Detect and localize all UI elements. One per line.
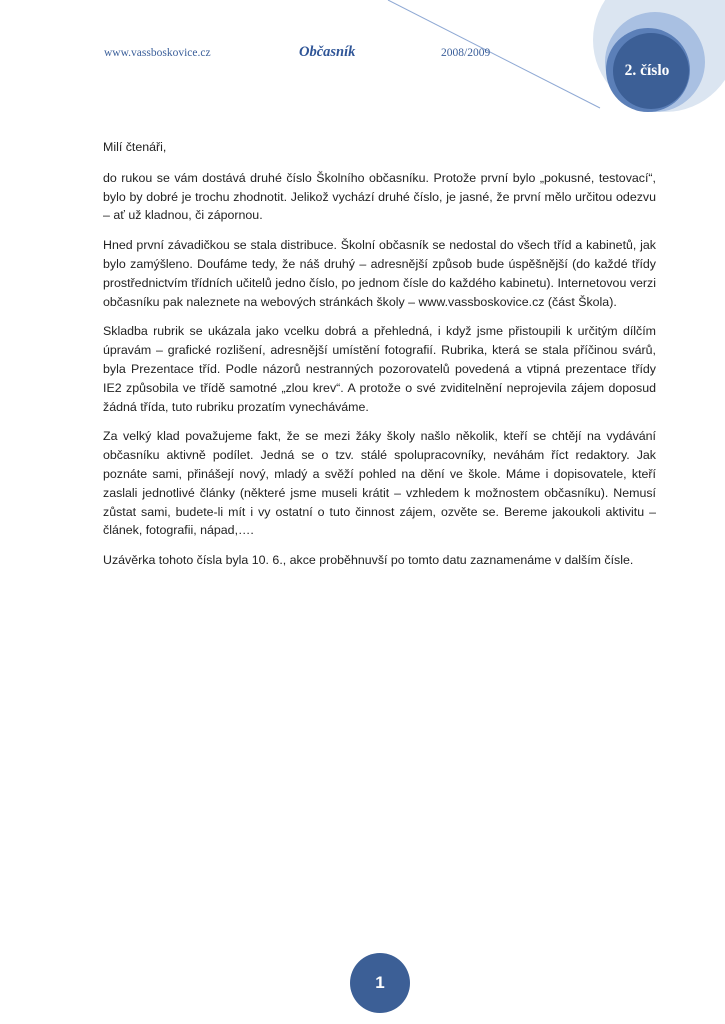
header-year: 2008/2009: [441, 47, 491, 59]
paragraph-distribution: Hned první závadičkou se stala distribuce. Školní občasník se nedostal do všech tříd a kabinetů, jak bylo zamýšleno. Doufáme tedy, že náš druhý – adresnější způsob bude úspěšnější (do každé třídy prostřednictvím třídních učitelů jedno číslo, po jednom čísle do každého kabinetu). Internetovou verzi občasníku pak naleznete na webových stránkách školy – www.vassboskovice.cz (část Škola).: [103, 238, 656, 309]
paragraph-intro: do rukou se vám dostává druhé číslo Školního občasníku. Protože první bylo „pokusné, testovací“, bylo by dobré je trochu zhodnotit. Jelikož vychází druhé číslo, je jasné, že první mělo určitou odezvu – ať už kladnou, či zápornou.: [103, 170, 656, 223]
decorative-diagonal-line: [388, 0, 600, 108]
paragraph-contributors: Za velký klad považujeme fakt, že se mezi žáky školy našlo několik, kteří se chtějí na vydávání občasníku aktivně podílet. Jedná se o tzv. stálé spolupracovníky, neváhám říct redaktory. Jak poznáte sami, přinášejí nový, mladý a svěží pohled na dění ve škole. Máme i dopisovatele, kteří zaslali jednotlivé články (některé jsme museli krátit – vzhledem k možnostem občasníku). Nemusí zůstat sami, budete-li mít i vy ostatní o tuto činnost zájem, ozvěte se. Bereme jakoukoli aktivitu – článek, fotografii, nápad,….: [103, 429, 656, 538]
paragraph-rubrics: Skladba rubrik se ukázala jako vcelku dobrá a přehledná, i když jsme přistoupili k určitým dílčím úpravám – grafické rozlišení, adresnější umístění fotografií. Rubrika, která se stala příčinou svárů, byla Prezentace tříd. Podle názorů nestranných pozorovatelů povedená a vtipná prezentace třídy IE2 způsobila ve třídě samotné „zlou krev“. A protože o své zviditelnění neprojevila zájem doposud žádná třída, tuto rubriku prozatím vynecháváme.: [103, 324, 656, 414]
letter-body: [103, 138, 656, 581]
header-website: www.vassboskovice.cz: [104, 47, 211, 59]
page-number: 1: [350, 953, 410, 1013]
paragraph-deadline: Uzávěrka tohoto čísla byla 10. 6., akce proběhnuvší po tomto datu zaznamenáme v dalším čísle.: [103, 553, 634, 568]
header-title: Občasník: [299, 44, 356, 60]
greeting: Milí čtenáři,: [103, 140, 167, 154]
issue-number: 2. číslo: [624, 62, 670, 79]
